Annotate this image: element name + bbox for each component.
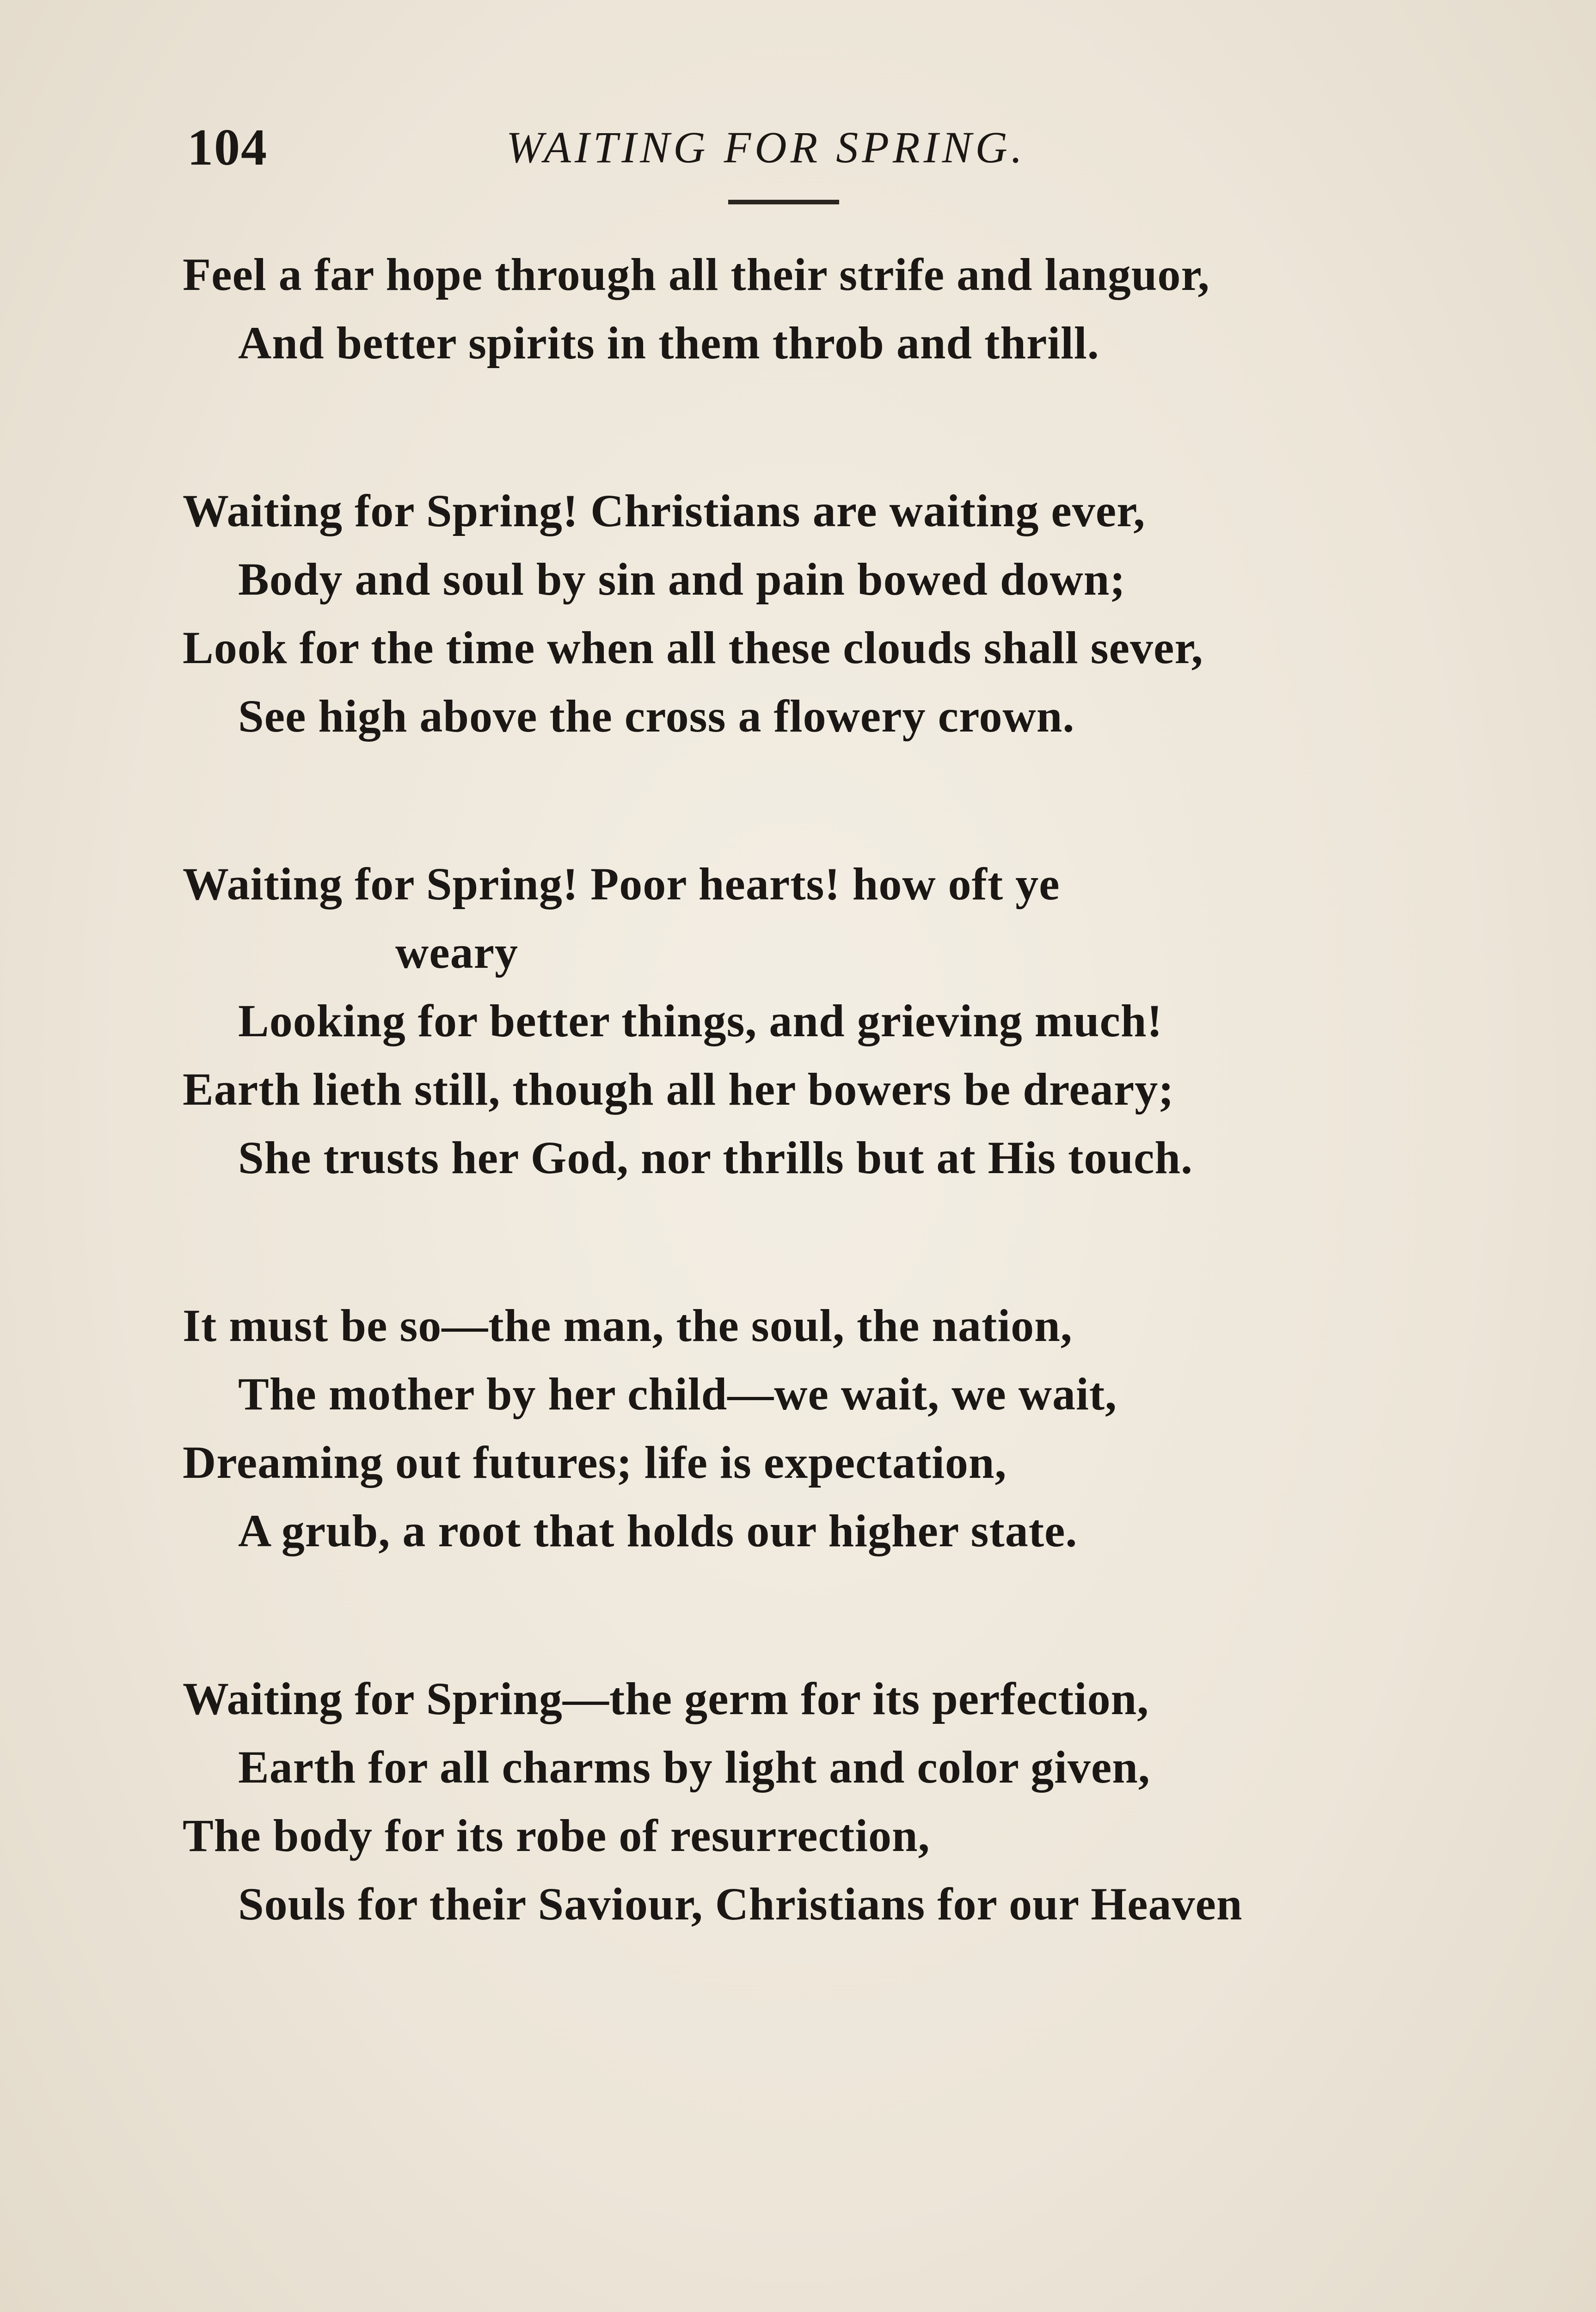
stanza [183,240,1412,377]
running-title: WAITING FOR SPRING. [506,123,1026,172]
poem-line: The mother by her child—we wait, we wait, [238,1368,1117,1420]
poem-line: Look for the time when all these clouds shall sever, [183,622,1203,673]
poem-line: Body and soul by sin and pain bowed down; [238,553,1126,605]
poem-line: Souls for their Saviour, Christians for our Heaven [238,1878,1243,1930]
poem-line: Waiting for Spring! Christians are waiting ever, [183,485,1146,536]
page-number: 104 [187,119,268,176]
poem-line: The body for its robe of resurrection, [183,1810,930,1861]
poem-body [183,240,1412,2038]
poem-line: Earth lieth still, though all her bowers be dreary; [183,1064,1174,1115]
poem-line: Feel a far hope through all their strife and languor, [183,249,1210,300]
title-rule [728,200,839,204]
stanza [183,1291,1412,1565]
poem-line: A grub, a root that holds our higher state. [238,1505,1078,1556]
poem-line: See high above the cross a flowery crown. [238,690,1075,742]
poem-line: Waiting for Spring! Poor hearts! how oft ye [183,858,1060,910]
poem-line: Waiting for Spring—the germ for its perfection, [183,1673,1149,1724]
poem-line: Earth for all charms by light and color given, [238,1741,1150,1793]
poem-line: Dreaming out futures; life is expectation, [183,1437,1007,1488]
stanza [183,477,1412,750]
poem-line: She trusts her God, nor thrills but at His touch. [238,1132,1193,1183]
poem-line: And better spirits in them throb and thrill. [238,317,1099,369]
poem-line: weary [395,927,518,978]
page-header [187,118,1380,183]
poem-line: Looking for better things, and grieving much! [238,995,1163,1046]
stanza [183,1665,1412,1938]
stanza [183,850,1412,1192]
poem-line: It must be so—the man, the soul, the nation, [183,1300,1073,1351]
